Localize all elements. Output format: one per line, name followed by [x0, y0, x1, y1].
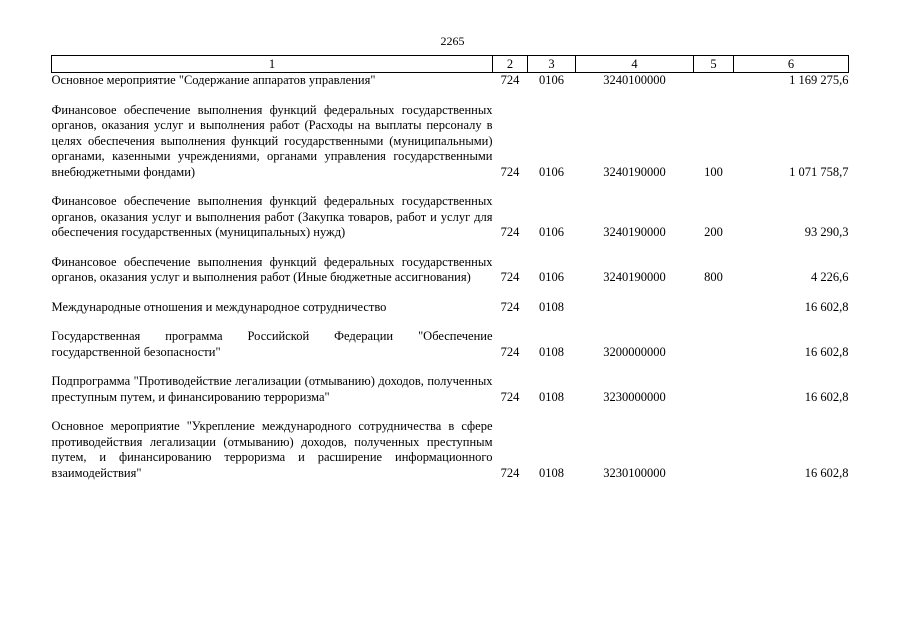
row-expense-type: 200 — [704, 225, 723, 239]
row-grbs: 724 — [500, 164, 520, 179]
row-amount: 16 602,8 — [804, 465, 849, 480]
table-row — [52, 180, 849, 241]
row-target — [576, 286, 694, 316]
row-target: 3230000000 — [603, 389, 666, 404]
row-target: 3240190000 — [603, 270, 666, 284]
row-name: Основное мероприятие "Укрепление международного сотрудничества в сфере противодействия легализации (отмыванию) доходов, полученных преступным путем, и финансированию терроризма и расширение информационного взаимодействия" — [51, 419, 493, 480]
row-name: Финансовое обеспечение выполнения функций федеральных государственных органов, оказания услуг и выполнения работ (Иные бюджетные ассигнования) — [51, 254, 493, 284]
table-row — [52, 360, 849, 405]
column-header-6: 6 — [734, 56, 849, 73]
row-amount: 1 071 758,7 — [789, 164, 849, 179]
table-row — [52, 315, 849, 360]
row-grbs: 724 — [500, 225, 520, 239]
row-section: 0108 — [539, 465, 564, 480]
row-target: 3200000000 — [603, 344, 666, 359]
row-amount: 16 602,8 — [804, 344, 849, 359]
row-grbs: 724 — [500, 73, 520, 87]
row-section: 0108 — [539, 299, 564, 314]
row-amount: 93 290,3 — [804, 225, 849, 239]
table-row — [52, 405, 849, 481]
row-expense-type — [694, 405, 734, 481]
row-expense-type — [694, 286, 734, 316]
row-name: Международные отношения и международное сотрудничество — [51, 299, 387, 314]
row-amount: 16 602,8 — [804, 389, 849, 404]
row-grbs: 724 — [500, 465, 520, 480]
budget-table — [51, 55, 849, 481]
column-header-3: 3 — [528, 56, 576, 73]
row-name: Финансовое обеспечение выполнения функций федеральных государственных органов, оказания услуг и выполнения работ (Закупка товаров, работ и услуг для обеспечения государственных (муниципальных) нужд) — [51, 194, 493, 239]
row-grbs: 724 — [500, 344, 520, 359]
row-section: 0106 — [539, 270, 564, 284]
column-header-1: 1 — [52, 56, 493, 73]
page-number: 2265 — [440, 34, 465, 48]
row-target: 3240100000 — [603, 73, 666, 87]
row-section: 0106 — [539, 225, 564, 239]
table-row — [52, 89, 849, 181]
row-grbs: 724 — [500, 299, 520, 314]
row-amount: 1 169 275,6 — [789, 73, 849, 87]
row-expense-type — [694, 73, 734, 89]
row-name: Государственная программа Российской Федерации "Обеспечение государственной безопасности" — [51, 329, 493, 359]
row-target: 3240190000 — [603, 164, 666, 179]
table-row — [52, 73, 849, 89]
row-expense-type: 100 — [704, 164, 723, 179]
row-expense-type — [694, 315, 734, 360]
row-amount: 16 602,8 — [804, 299, 849, 314]
row-amount: 4 226,6 — [811, 270, 849, 284]
column-header-2: 2 — [493, 56, 528, 73]
row-name: Подпрограмма "Противодействие легализации (отмыванию) доходов, полученных преступным путем, и финансированию терроризма" — [51, 374, 493, 404]
row-section: 0108 — [539, 344, 564, 359]
row-name: Финансовое обеспечение выполнения функций федеральных государственных органов, оказания услуг и выполнения работ (Расходы на выплаты персоналу в целях обеспечения выполнения функций государственными (муниципальными) органами, казенными учреждениями, органами управления государственными внебюджетными фондами) — [51, 102, 493, 179]
header-row — [52, 56, 849, 73]
row-grbs: 724 — [500, 389, 520, 404]
row-expense-type — [694, 360, 734, 405]
row-section: 0106 — [539, 164, 564, 179]
column-header-5: 5 — [694, 56, 734, 73]
row-section: 0108 — [539, 389, 564, 404]
row-name: Основное мероприятие "Содержание аппаратов управления" — [51, 73, 376, 87]
column-header-4: 4 — [576, 56, 694, 73]
row-section: 0106 — [539, 73, 564, 87]
table-row — [52, 286, 849, 316]
row-grbs: 724 — [500, 270, 520, 284]
row-target: 3230100000 — [603, 465, 666, 480]
table-row — [52, 241, 849, 286]
row-target: 3240190000 — [603, 225, 666, 239]
row-expense-type: 800 — [704, 270, 723, 284]
